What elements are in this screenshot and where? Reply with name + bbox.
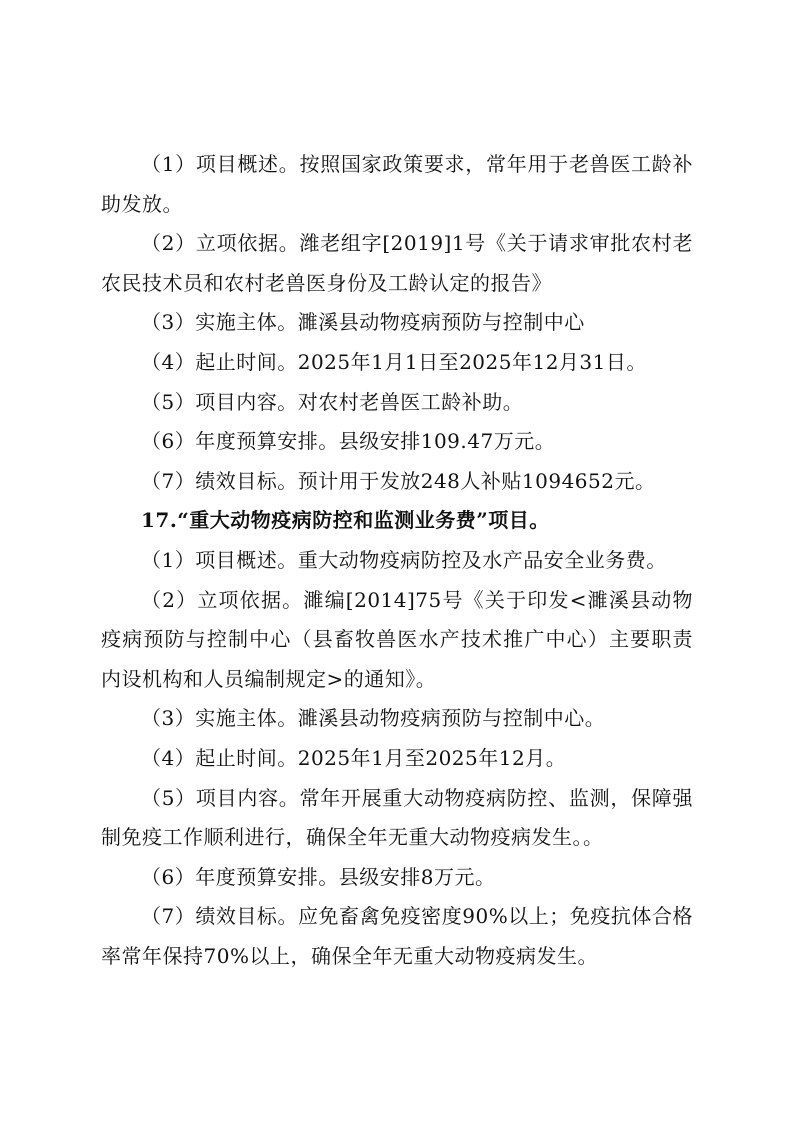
paragraph-budget-16: （6）年度预算安排。县级安排109.47万元。: [141, 429, 556, 454]
document-body: [101, 145, 693, 976]
section-heading-17: 17.“重大动物疫病防控和监测业务费”项目。: [141, 508, 550, 533]
paragraph-content-16: （5）项目内容。对农村老兽医工龄补助。: [141, 389, 524, 414]
paragraph-period-17: （4）起止时间。2025年1月至2025年12月。: [141, 745, 567, 770]
paragraph-target-17: （7）绩效目标。应免畜禽免疫密度90%以上；免疫抗体合格率常年保持70%以上，确保全年无重大动物疫病发生。: [101, 904, 693, 968]
paragraph-budget-17: （6）年度预算安排。县级安排8万元。: [141, 864, 496, 889]
paragraph-overview-16: （1）项目概述。按照国家政策要求，常年用于老兽医工龄补助发放。: [101, 152, 693, 216]
paragraph-content-17: （5）项目内容。常年开展重大动物疫病防控、监测，保障强制免疫工作顺利进行，确保全年无重大动物疫病发生。。: [101, 785, 693, 850]
paragraph-overview-17: （1）项目概述。重大动物疫病防控及水产品安全业务费。: [141, 547, 667, 572]
paragraph-entity-17: （3）实施主体。濉溪县动物疫病预防与控制中心。: [141, 706, 606, 731]
paragraph-period-16: （4）起止时间。2025年1月1日至2025年12月31日。: [141, 349, 647, 374]
paragraph-target-16: （7）绩效目标。预计用于发放248人补贴1094652元。: [141, 468, 656, 493]
paragraph-basis-17: （2）立项依据。濉编[2014]75号《关于印发<濉溪县动物疫病预防与控制中心（县畜牧兽医水产技术推广中心）主要职责内设机构和人员编制规定>的通知》。: [101, 587, 693, 691]
paragraph-basis-16: （2）立项依据。潍老组字[2019]1号《关于请求审批农村老农民技术员和农村老兽医身份及工龄认定的报告》: [101, 231, 693, 295]
paragraph-entity-16: （3）实施主体。濉溪县动物疫病预防与控制中心: [141, 310, 585, 335]
